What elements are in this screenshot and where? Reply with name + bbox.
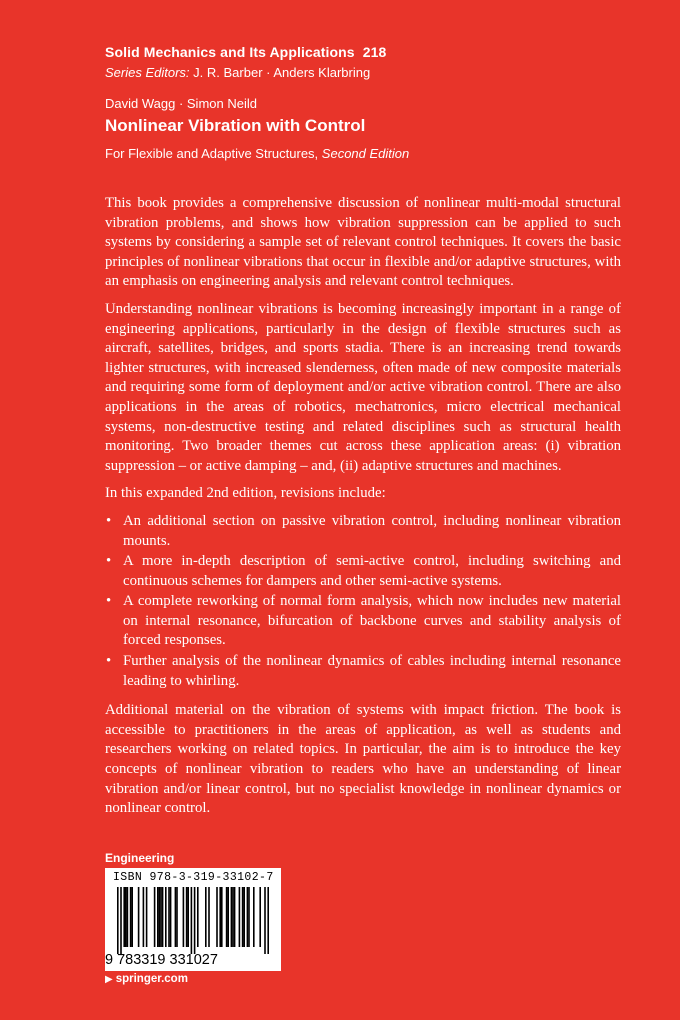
- barcode-bar: [159, 887, 161, 947]
- barcode-bar: [117, 887, 119, 954]
- ean-digits: [105, 952, 218, 968]
- barcode-bar: [248, 887, 250, 947]
- barcode-bar: [267, 887, 269, 954]
- barcode-bar: [232, 887, 234, 947]
- list-item: [105, 592, 621, 651]
- book-subtitle: [105, 146, 409, 161]
- barcode-bar: [120, 887, 122, 954]
- barcode-bar: [175, 887, 177, 947]
- revisions-intro: In this expanded 2nd edition, revisions include:: [105, 485, 386, 502]
- edition-text: Second Edition: [321, 146, 410, 161]
- barcode-bar: [127, 887, 129, 947]
- barcode-bar: [216, 887, 218, 947]
- barcode-bar: [183, 887, 185, 947]
- description-paragraph-3: Additional material on the vibration of systems with impact friction. The book is accessible to practitioners in the areas of application, as well as students and researchers working on related topics. In particular, the aim is to introduce the key concepts of nonlinear vibration to readers who have an understanding of linear vibration and/or linear control, but no specialist knowledge in nonlinear dynamics or nonlinear control.: [105, 702, 621, 817]
- barcode-bar: [157, 887, 159, 947]
- barcode-bar: [247, 887, 249, 947]
- barcode-bar: [242, 887, 244, 947]
- publisher-link[interactable]: [105, 973, 188, 985]
- list-item-text: An additional section on passive vibration control, including nonlinear vibration mounts.: [123, 512, 621, 549]
- barcode-bar: [165, 887, 167, 947]
- barcode-bar: [205, 887, 207, 947]
- barcode-bar: [234, 887, 236, 947]
- barcode-bar: [219, 887, 221, 947]
- barcode-bar: [130, 887, 132, 947]
- barcode-bar: [259, 887, 261, 947]
- series-editors-label: Series Editors:: [105, 65, 190, 80]
- publisher-url: springer.com: [115, 973, 188, 985]
- barcode-bar: [231, 887, 233, 947]
- bullet-icon: •: [106, 553, 112, 570]
- list-item: [105, 512, 621, 551]
- series-name: Solid Mechanics and Its Applications: [105, 44, 355, 60]
- barcode-bar: [143, 887, 145, 947]
- barcode-bar: [168, 887, 170, 947]
- barcode-bar: [194, 887, 196, 954]
- bullet-icon: •: [106, 593, 112, 610]
- series-number: 218: [362, 44, 387, 60]
- book-description: [105, 194, 621, 827]
- category-label: Engineering: [105, 851, 175, 865]
- barcode-bar: [253, 887, 255, 947]
- book-title: Nonlinear Vibration with Control: [105, 116, 366, 135]
- bullet-icon: •: [106, 512, 112, 529]
- barcode-bar: [264, 887, 266, 954]
- description-paragraph-2: Understanding nonlinear vibrations is becoming increasingly important in a range of engineering applications, particularly in the design of flexible structures such as aircraft, satellites, bridges, and sports stadia. There is an increasing trend towards lighter structures, with increased slenderness, often made of new composite materials and requiring some form of deployment and/or active vibration control. There are also applications in the areas of robotics, mechatronics, micro electrical mechanical systems, non-destructive testing and related disciplines such as structural health monitoring. Two broader themes cut across these application areas: (i) vibration suppression – or active damping – and, (ii) adaptive structures and machines.: [105, 300, 621, 474]
- barcode: [105, 868, 281, 971]
- barcode-bar: [191, 887, 193, 954]
- barcode-bar: [131, 887, 133, 947]
- barcode-bar: [197, 887, 199, 947]
- barcode-bar: [160, 887, 162, 947]
- barcode-bar: [176, 887, 178, 947]
- barcode-bar: [186, 887, 188, 947]
- series-editors-names: J. R. Barber · Anders Klarbring: [193, 65, 371, 80]
- barcode-bar: [154, 887, 156, 947]
- bullet-icon: •: [106, 653, 112, 670]
- list-item-text: Further analysis of the nonlinear dynamics of cables including internal resonance leading to whirling.: [123, 653, 621, 689]
- barcode-bar: [243, 887, 245, 947]
- isbn-label: ISBN 978-3-319-33102-7: [113, 871, 274, 884]
- barcode-bar: [170, 887, 172, 947]
- subtitle-text: For Flexible and Adaptive Structures,: [105, 146, 319, 161]
- barcode-bar: [208, 887, 210, 947]
- ean-digits-text: 9 783319 331027: [105, 952, 218, 968]
- barcode-bar: [227, 887, 229, 947]
- description-paragraph-1: This book provides a comprehensive discussion of nonlinear multi-modal structural vibration problems, and shows how vibration suppression can be applied to such systems by considering a sample set of relevant control techniques. It covers the basic principles of nonlinear vibrations that occur in flexible and/or adaptive structures, with an emphasis on engineering analysis and relevant control techniques.: [105, 195, 621, 290]
- authors: David Wagg · Simon Neild: [105, 96, 257, 111]
- list-item-text: A complete reworking of normal form analysis, which now includes new material on internal resonance, bifurcation of backbone curves and stability analysis of forced responses.: [123, 593, 621, 649]
- barcode-bars: [114, 887, 274, 955]
- barcode-bar: [226, 887, 228, 947]
- barcode-bar: [125, 887, 127, 947]
- barcode-bar: [123, 887, 125, 947]
- series-editors: [105, 65, 370, 80]
- list-item-text: A more in-depth description of semi-active control, including switching and continuous schemes for dampers and other semi-active systems.: [123, 553, 621, 589]
- barcode-bar: [146, 887, 148, 947]
- barcode-bar: [239, 887, 241, 947]
- revisions-list: [105, 512, 621, 691]
- barcode-bar: [138, 887, 140, 947]
- arrow-right-icon: ▶: [105, 974, 113, 985]
- list-item: [105, 652, 621, 691]
- series-title: [105, 44, 386, 60]
- barcode-bar: [162, 887, 164, 947]
- barcode-bar: [187, 887, 189, 947]
- list-item: [105, 552, 621, 591]
- barcode-bar: [221, 887, 223, 947]
